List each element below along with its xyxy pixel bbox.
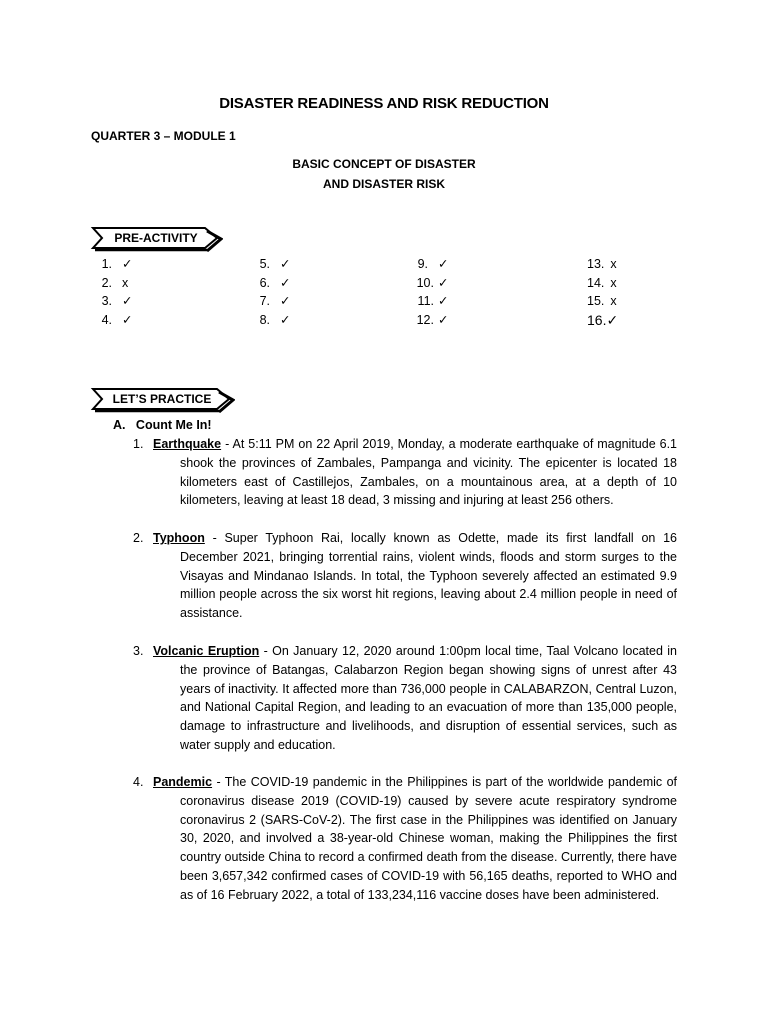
answer-item: 3. ✓ bbox=[101, 294, 133, 308]
answers-column-3 bbox=[406, 255, 448, 329]
answer-item: 2. x bbox=[101, 275, 129, 290]
answer-item: 15. x bbox=[587, 294, 617, 308]
answers-column-1 bbox=[90, 255, 132, 329]
item-heading: Earthquake bbox=[153, 437, 222, 451]
answer-item: 10. ✓ bbox=[416, 275, 449, 290]
section-a-heading: A. Count Me In! bbox=[113, 418, 212, 432]
answer-item: 1. ✓ bbox=[101, 257, 133, 271]
pre-activity-banner bbox=[89, 224, 223, 252]
answer-item: 9. ✓ bbox=[417, 257, 449, 271]
answer-item: 11. ✓ bbox=[417, 294, 449, 308]
item-heading: Pandemic bbox=[153, 775, 213, 789]
answer-item: 5. ✓ bbox=[259, 257, 291, 271]
subtitle-line-2: AND DISASTER RISK bbox=[322, 177, 445, 191]
list-item: 3. Volcanic Eruption - On January 12, 2020 around 1:00pm local time, Taal Volcano located in the province of Batangas, Calabarzon Region began showing signs of unrest after 43 years of inactivity. It affected more than 736,000 people in CALABARZON, Central Luzon, and National Capital Region, and leading to an evacuation of more than 135,000 people, damage to infrastructure and livelihoods, and disruption of essential services, such as water supply and education. bbox=[133, 644, 677, 752]
answer-item: 6. ✓ bbox=[259, 275, 291, 290]
subtitle-line-1: BASIC CONCEPT OF DISASTER bbox=[292, 157, 476, 171]
answers-column-2 bbox=[248, 255, 290, 329]
item-heading: Typhoon bbox=[153, 531, 205, 545]
list-item: 2. Typhoon - Super Typhoon Rai, locally known as Odette, made its first landfall on 16 December 2021, bringing torrential rains, violent winds, floods and storm surges to the Visayas and Mindanao Islands. In total, the Typhoon severely affected an estimated 9.9 million people across the six worst hit regions, leaving about 2.4 million people in need of assistance. bbox=[133, 531, 677, 621]
answer-item: 4. ✓ bbox=[101, 312, 133, 327]
list-item: 4. Pandemic - The COVID-19 pandemic in the Philippines is part of the worldwide pandemic of coronavirus disease 2019 (COVID-19) caused by severe acute respiratory syndrome coronavirus 2 (SARS-CoV-2). The first case in the Philippines was identified on January 30, 2020, and involved a 38-year-old Chinese woman, making the Philippines the first country outside China to record a confirmed death from the disease. Currently, there have been 3,657,342 confirmed cases of COVID-19 with 56,165 deaths, reported to WHO and as of 16 February 2022, a total of 133,234,116 vaccine doses have been administered. bbox=[133, 775, 677, 902]
item-heading: Volcanic Eruption bbox=[153, 644, 260, 658]
page-title: DISASTER READINESS AND RISK REDUCTION bbox=[219, 95, 549, 112]
answer-item: 7. ✓ bbox=[259, 294, 291, 308]
list-item: 1. Earthquake - At 5:11 PM on 22 April 2019, Monday, a moderate earthquake of magnitude 6.1 shook the provinces of Zambales, Pampanga and vicinity. The epicenter is located 18 kilometers east of Castillejos, Zambales, on a mountainous area, at a depth of 10 kilometers, leaving at least 18 dead, 3 missing and injuring at least 256 others. bbox=[133, 437, 677, 508]
answers-column-4 bbox=[587, 255, 618, 329]
answer-item: 12. ✓ bbox=[416, 312, 449, 327]
lets-practice-banner bbox=[89, 385, 235, 413]
pre-activity-label: PRE-ACTIVITY bbox=[114, 231, 198, 245]
lets-practice-label: LET’S PRACTICE bbox=[112, 392, 212, 406]
quarter-label: QUARTER 3 – MODULE 1 bbox=[91, 129, 236, 143]
answer-item: 8. ✓ bbox=[259, 312, 291, 327]
answer-item: 14. x bbox=[587, 275, 617, 290]
answer-item: 16.✓ bbox=[587, 311, 619, 328]
answer-item: 13. x bbox=[587, 257, 617, 271]
